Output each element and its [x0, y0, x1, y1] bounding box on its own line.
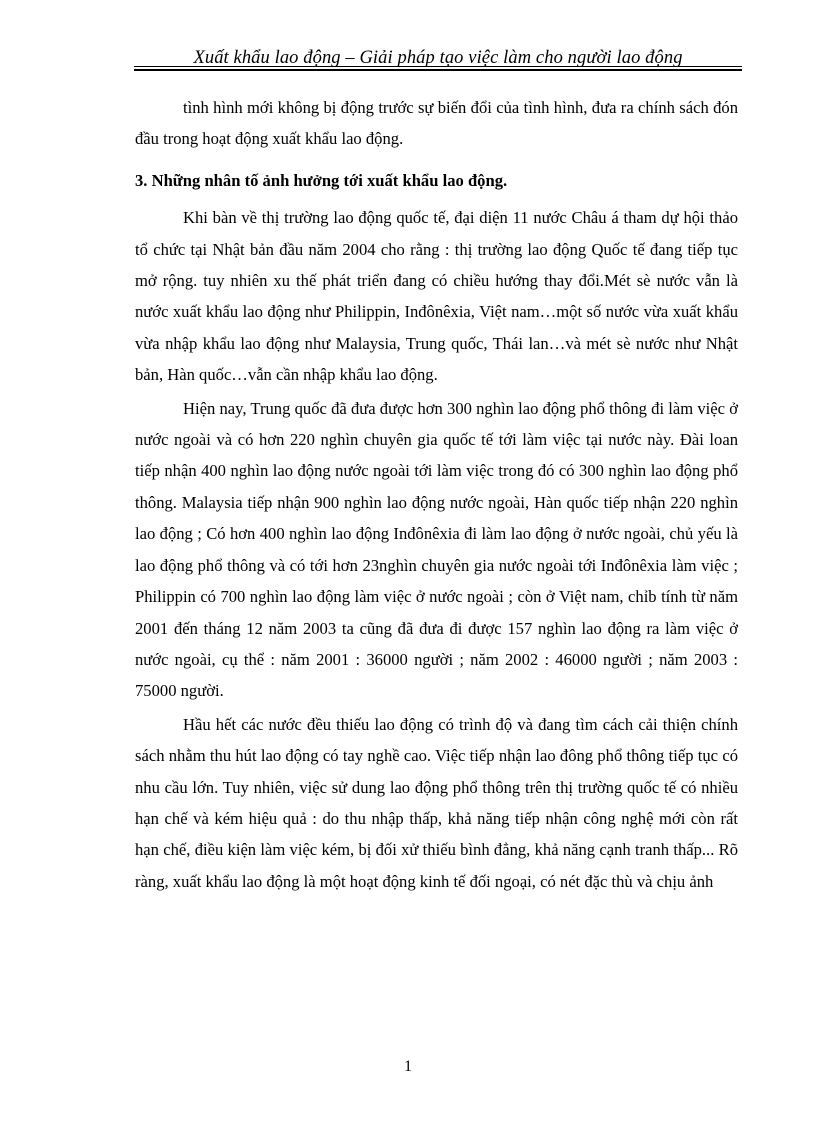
header-rule-thick — [134, 69, 742, 71]
page-number: 1 — [404, 1058, 412, 1075]
paragraph-2: Hiện nay, Trung quốc đã đưa được hơn 300 nghìn lao động phổ thông đi làm việc ở nước ngoài và có hơn 220 nghìn chuyên gia quốc tế tới làm việc tại nước này. Đài loan tiếp nhận 400 nghìn lao động nước ngoài tới làm việc trong đó có 300 nghìn lao động phổ thông. Malaysia tiếp nhận 900 nghìn lao động nước ngoài, Hàn quốc tiếp nhận 220 nghìn lao động ; Có hơn 400 nghìn lao động Inđônêxia đi làm lao động ở nước ngoài, chủ yếu là lao động phổ thông và có tới hơn 23nghìn chuyên gia nước ngoài tới Inđônêxia làm việc ; Philippin có 700 nghìn lao động làm việc ở nước ngoài ; còn ở Việt nam, chỉb tính từ năm 2001 đến tháng 12 năm 2003 ta cũng đã đưa đi được 157 nghìn lao động ra làm việc ở nước ngoài, cụ thể : năm 2001 : 36000 người ; năm 2002 : 46000 người ; năm 2003 : 75000 người. — [135, 398, 738, 701]
header-title: Xuất khẩu lao động – Giải pháp tạo việc làm cho người lao động — [193, 48, 683, 68]
section-heading: 3. Những nhân tố ảnh hưởng tới xuất khẩu lao động. — [135, 170, 508, 190]
paragraph-1: Khi bàn về thị trường lao động quốc tế, đại diện 11 nước Châu á tham dự hội thảo tổ chức tại Nhật bản đầu năm 2004 cho rằng : thị trường lao động Quốc tế đang tiếp tục mở rộng. tuy nhiên xu thế phát triển đang có chiều hướng thay đổi.Mét sè nước vẫn là nước xuất khẩu lao động như Philippin, Inđônêxia, Việt nam…một số nước vừa xuất khẩu vừa nhập khẩu lao động như Malaysia, Trung quốc, Thái lan…và mét sè nước như Nhật bản, Hàn quốc…vẫn cần nhập khẩu lao động. — [135, 208, 738, 385]
paragraph-3: Hầu hết các nước đều thiếu lao động có trình độ và đang tìm cách cải thiện chính sách nhằm thu hút lao động có tay nghề cao. Việc tiếp nhận lao đông phổ thông tiếp tục có nhu cầu lớn. Tuy nhiên, việc sử dung lao động phổ thông trên thị trường quốc tế có nhiều hạn chế và kém hiệu quả : do thu nhập thấp, khả năng tiếp nhận công nghệ mới còn rất hạn chế, điều kiện làm việc kém, bị đối xử thiếu bình đẳng, khả năng cạnh tranh thấp... Rõ ràng, xuất khẩu lao động là một hoạt động kinh tế đối ngoại, có nét đặc thù và chịu ảnh — [135, 714, 738, 891]
page-header — [134, 46, 742, 72]
document-body — [135, 92, 738, 897]
header-rule-thin — [134, 66, 742, 67]
intro-paragraph: tình hình mới không bị động trước sự biến đổi của tình hình, đưa ra chính sách đón đầu trong hoạt động xuất khẩu lao động. — [135, 98, 738, 149]
